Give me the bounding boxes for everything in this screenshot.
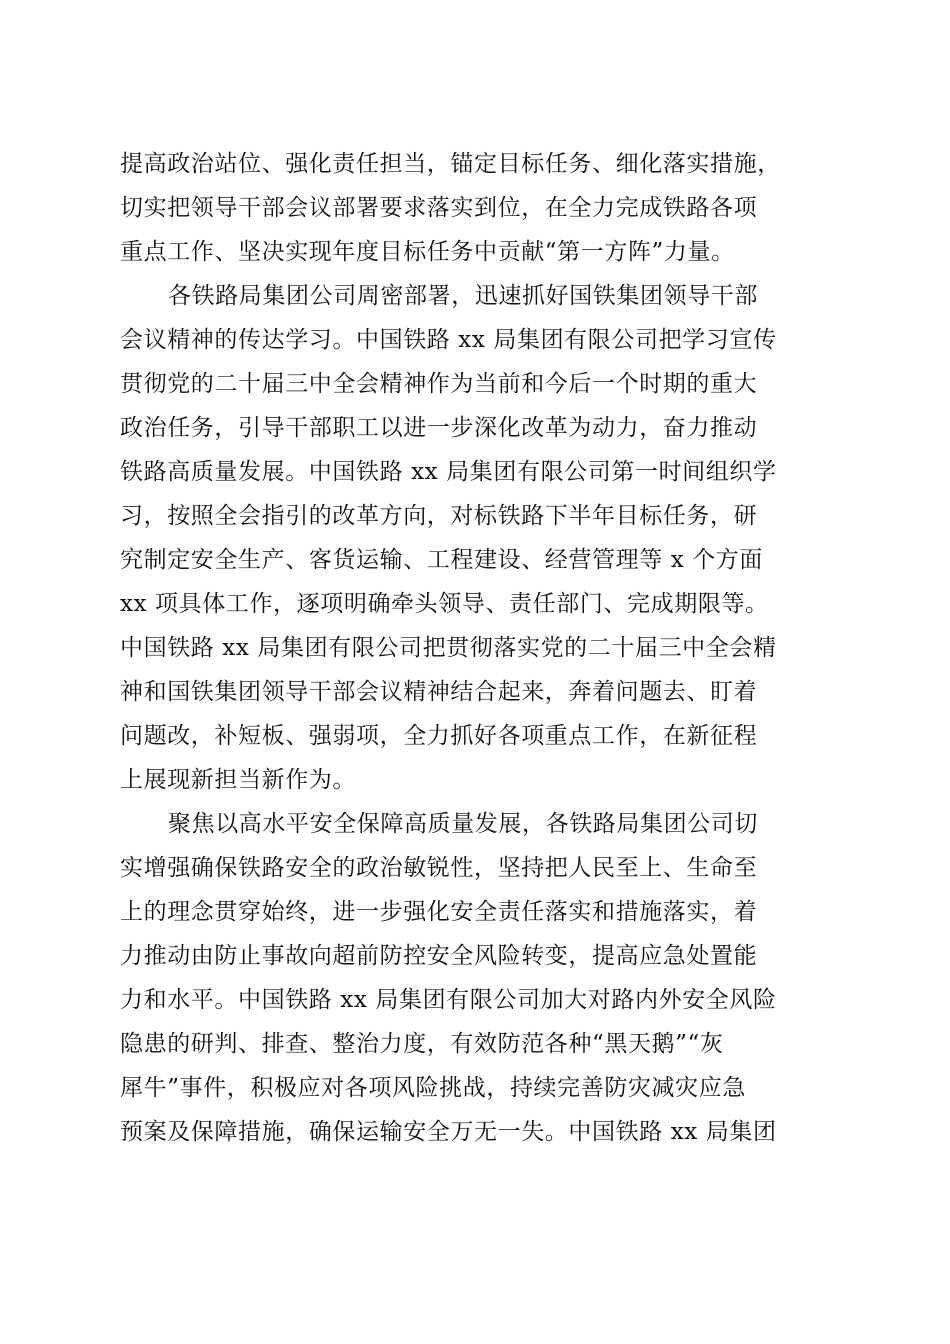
text-line: xx 项具体工作，逐项明确牵头领导、责任部门、完成期限等。 xyxy=(120,591,769,617)
text-line: 隐患的研判、排查、整治力度，有效防范各种“黑天鹅”“灰 xyxy=(120,1031,724,1057)
text-line: 问题改，补短板、强弱项，全力抓好各项重点工作，在新征程 xyxy=(120,723,758,749)
text-line: 力推动由防止事故向超前防控安全风险转变，提高应急处置能 xyxy=(120,943,758,969)
text-line: 究制定安全生产、客货运输、工程建设、经营管理等 x 个方面 xyxy=(120,547,763,573)
text-line: 预案及保障措施，确保运输安全万无一失。中国铁路 xx 局集团 xyxy=(120,1119,777,1145)
text-line: 犀牛”事件，积极应对各项风险挑战，持续完善防灾减灾应急 xyxy=(120,1075,746,1101)
document-body xyxy=(120,142,832,1154)
text-line: 政治任务，引导干部职工以进一步深化改革为动力，奋力推动 xyxy=(120,415,758,441)
text-line: 上展现新担当新作为。 xyxy=(120,767,356,793)
text-line: 聚焦以高水平安全保障高质量发展，各铁路局集团公司切 xyxy=(168,811,758,837)
text-line: 铁路高质量发展。中国铁路 xx 局集团有限公司第一时间组织学 xyxy=(120,459,777,485)
text-line: 上的理念贯穿始终，进一步强化安全责任落实和措施落实，着 xyxy=(120,899,758,925)
text-line: 切实把领导干部会议部署要求落实到位，在全力完成铁路各项 xyxy=(120,195,758,221)
text-line: 贯彻党的二十届三中全会精神作为当前和今后一个时期的重大 xyxy=(120,371,758,397)
text-line: 习，按照全会指引的改革方向，对标铁路下半年目标任务，研 xyxy=(120,503,758,529)
paragraph-1 xyxy=(120,142,832,274)
paragraph-2 xyxy=(120,274,832,802)
text-line: 力和水平。中国铁路 xx 局集团有限公司加大对路内外安全风险 xyxy=(120,987,777,1013)
text-line: 重点工作、坚决实现年度目标任务中贡献“第一方阵”力量。 xyxy=(120,239,735,265)
text-line: 中国铁路 xx 局集团有限公司把贯彻落实党的二十届三中全会精 xyxy=(120,635,777,661)
paragraph-3 xyxy=(120,802,832,1154)
text-line: 会议精神的传达学习。中国铁路 xx 局集团有限公司把学习宣传 xyxy=(120,327,777,353)
text-line: 实增强确保铁路安全的政治敏锐性，坚持把人民至上、生命至 xyxy=(120,855,758,881)
text-line: 神和国铁集团领导干部会议精神结合起来，奔着问题去、盯着 xyxy=(120,679,758,705)
text-line: 提高政治站位、强化责任担当，锚定目标任务、细化落实措施， xyxy=(120,151,781,177)
text-line: 各铁路局集团公司周密部署，迅速抓好国铁集团领导干部 xyxy=(168,283,758,309)
